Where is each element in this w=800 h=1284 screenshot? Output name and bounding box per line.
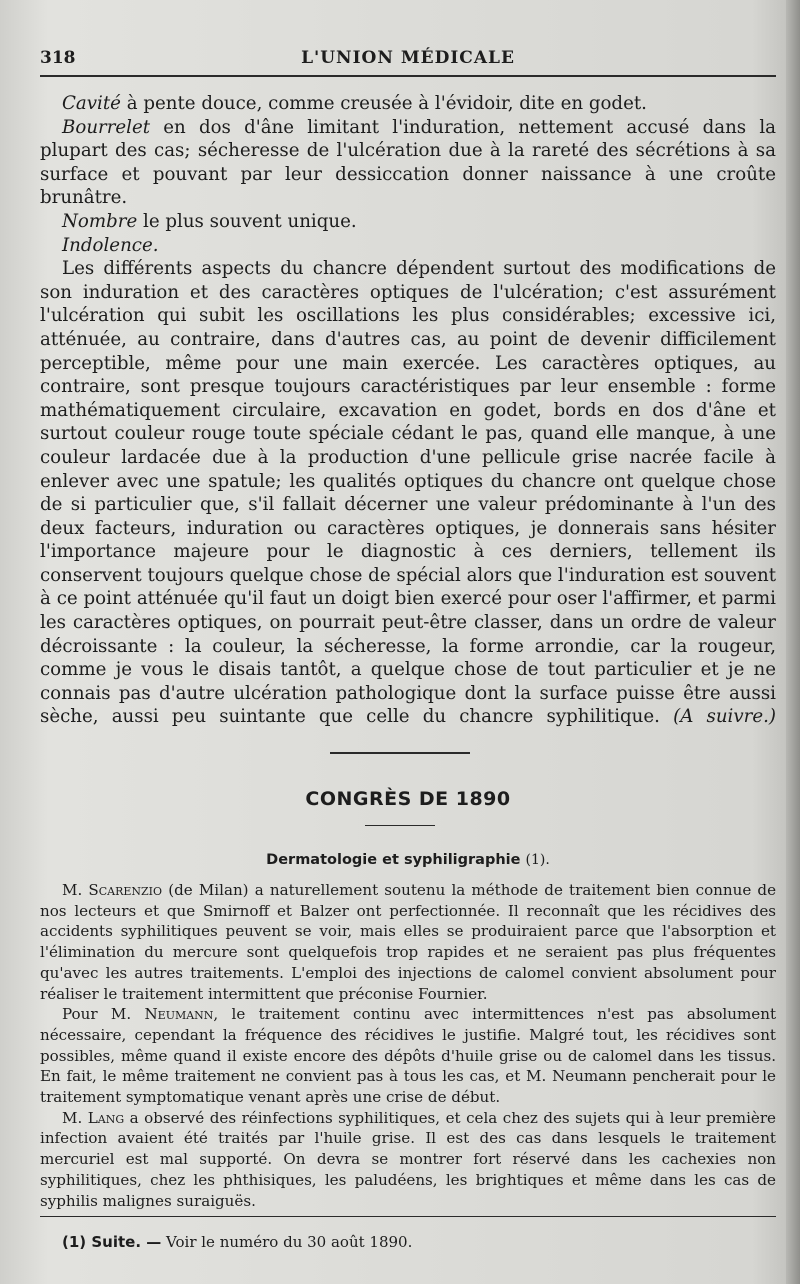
title-rule — [365, 825, 435, 826]
item-bourrelet-text: en dos d'âne limitant l'induration, nettement accusé dans la plupart des cas; sécheresse de l'ulcération due à la rareté des sécrétions à sa surface et pouvant par leur dessiccation donner naissance à une croûte brunâtre. — [40, 116, 776, 209]
a-suivre: (A suivre.) — [673, 706, 776, 728]
scarenzio-text: (de Milan) a naturellement soutenu la méthode de traitement bien connue de nos lecteurs et que Smirnoff et Balzer ont perfectionnée. Il reconnaît que les récidives des accidents syphilitiques peuvent se voir, mais elles se produiraient parce que l'absorption et l'élimination du mercure sont quelquefois trop rapides et ne seraient pas plus fréquentes qu'avec les autres traitements. L'emploi des injections de calomel convient absolument pour réaliser le traitement intermittent que préconise Fournier. — [40, 881, 777, 1003]
page-header — [40, 48, 776, 74]
item-cavite-term: Cavité — [62, 93, 121, 114]
neumann-name: Neumann — [144, 1005, 214, 1024]
item-indolence — [40, 234, 776, 258]
header-rule — [40, 75, 776, 77]
item-bourrelet — [40, 116, 776, 210]
book-spine-shadow — [786, 0, 800, 1284]
article-paragraph-text: Les différents aspects du chancre dépendent surtout des modifications de son induration et des caractères optiques de l'ulcération; c'est assurément l'ulcération qui subit les oscillations les plus considérables; excessive ici, atténuée, au contraire, dans d'autres cas, au point de devenir difficilement perceptible, même pour une main exercée. Les caractères optiques, au contraire, sont presque toujours caractéristiques par leur ensemble : forme mathématiquement circulaire, excavation en godet, bords en dos d'âne et surtout couleur rouge toute spéciale cédant le pas, quand elle manque, à une couleur lardacée due à la production d'une pellicule grise nacrée facile à enlever avec une spatule; les qualités optiques du chancre ont quelque chose de si particulier que, s'il fallait décerner une valeur prédominante à l'un des deux facteurs, induration ou caractères optiques, je donnerais sans hésiter l'importance majeure pour le diagnostic à ces derniers, tellement ils conservent toujours quelque chose de spécial alors que l'induration est souvent à ce point atténuée qu'il faut un doigt bien exercé pour oser l'affirmer, et parmi les caractères optiques, on pourrait peut-être classer, dans un ordre de valeur décroissante : la couleur, la sécheresse, la forme arrondie, car la rougeur, comme je vous le disais tantôt, a quelque chose de tout particulier et je ne connais pas d'autre ulcération pathologique dont la surface puisse être aussi sèche, aussi peu suintante que celle du chancre syphilitique. — [40, 258, 776, 728]
separator-rule — [330, 752, 470, 754]
running-title: L'UNION MÉDICALE — [301, 48, 515, 68]
item-cavite — [40, 92, 776, 116]
section-title-text: Dermatologie et syphiligraphie — [266, 852, 521, 868]
lang-paragraph — [40, 1108, 776, 1212]
neumann-paragraph — [40, 1004, 776, 1108]
footnote-text: Voir le numéro du 30 août 1890. — [161, 1233, 413, 1251]
neumann-lead: Pour M. — [62, 1005, 145, 1024]
congress-report — [40, 880, 776, 1211]
scarenzio-name: M. Scarenzio — [62, 881, 163, 899]
lang-text: a observé des réinfections syphilitiques, et cela chez des sujets qui à leur première infection avaient été traités par l'huile grise. Il est des cas dans lesquels le traitement mercuriel est mal supporté. On devra se montrer fort réservé dans les cachexies non syphilitiques, chez les phthisiques, les paludéens, les brightiques et même dans les cas de syphilis malignes suraiguës. — [40, 1108, 776, 1210]
congress-title: CONGRÈS DE 1890 — [305, 788, 511, 810]
section-note-ref: (1). — [525, 852, 550, 868]
item-nombre-term: Nombre — [62, 210, 138, 232]
item-indolence-term: Indolence. — [62, 234, 159, 256]
neumann-text: , le traitement continu avec intermittences n'est pas absolument nécessaire, cependant la fréquence des récidives le justifie. Malgré tout, les récidives sont possibles, même quand il existe encore des dépôts d'huile grise ou de calomel dans les tissus. En fait, le même traitement ne convient pas à tous les cas, et M. Neumann pencherait pour le traitement symptomatique venant après une crise de début. — [40, 1005, 777, 1107]
item-bourrelet-term: Bourrelet — [62, 116, 151, 138]
item-nombre-text: le plus souvent unique. — [137, 210, 357, 232]
footnote — [62, 1232, 762, 1252]
item-cavite-text: à pente douce, comme creusée à l'évidoir, dite en godet. — [120, 93, 647, 114]
footnote-rule — [40, 1216, 776, 1217]
article-body — [40, 92, 776, 729]
footnote-label: (1) Suite. — — [62, 1233, 162, 1251]
scarenzio-paragraph — [40, 880, 776, 1004]
lang-name: M. Lang — [62, 1108, 125, 1127]
page-number: 318 — [40, 48, 76, 68]
section-title — [40, 852, 776, 868]
article-paragraph — [40, 257, 776, 729]
item-nombre — [40, 210, 776, 234]
